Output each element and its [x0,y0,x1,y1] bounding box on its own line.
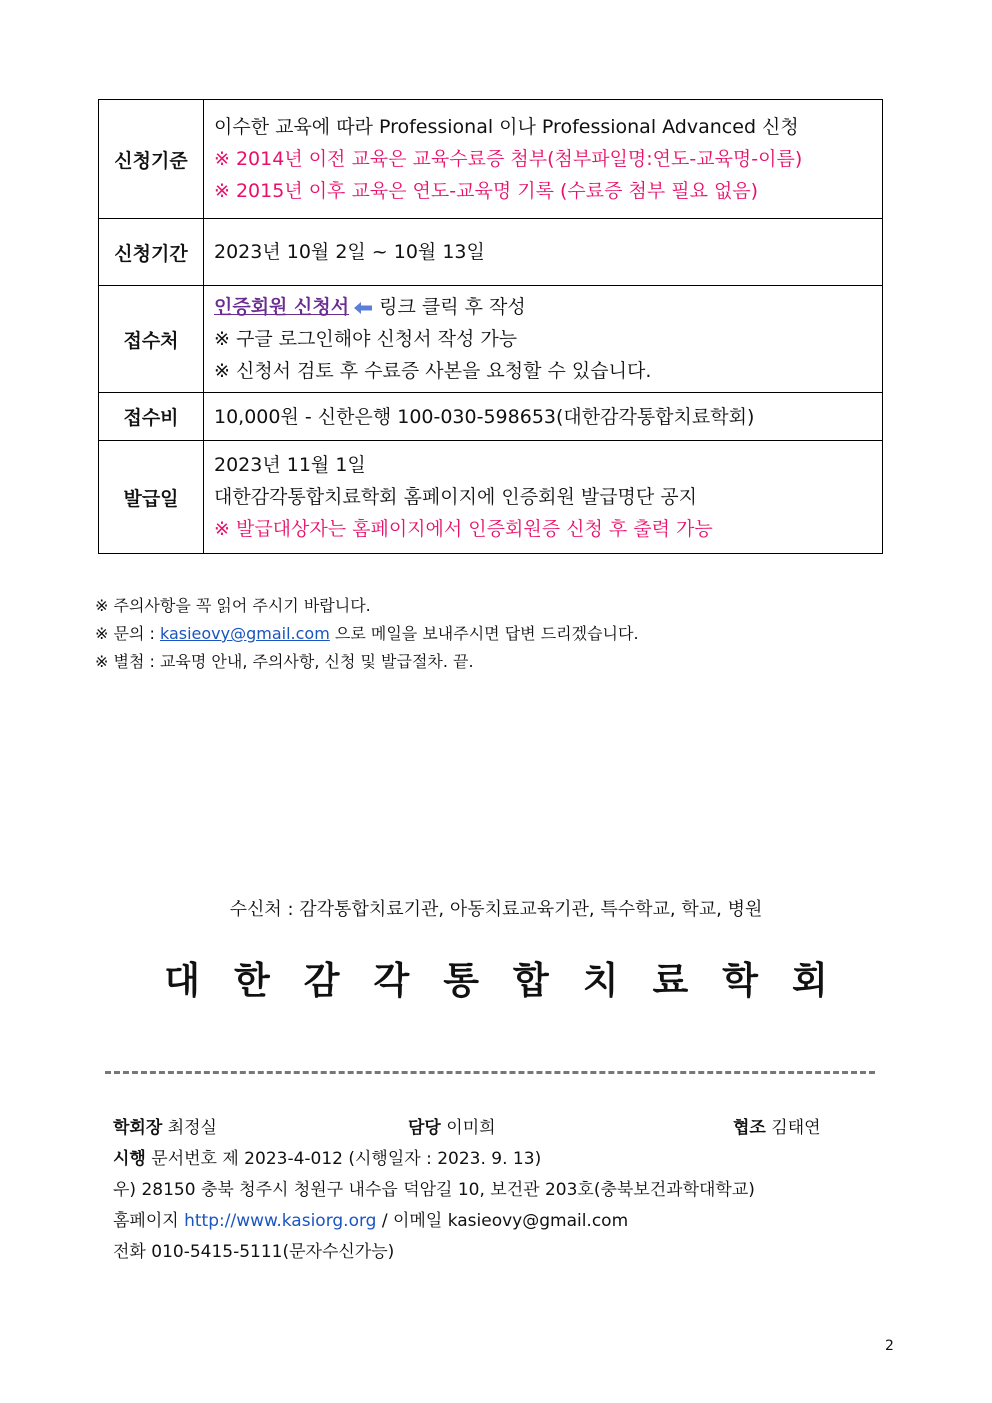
address-row: 우) 28150 충북 청주시 청원구 내수읍 덕암길 10, 보건관 203호(충북보건과학대학교) [113,1180,755,1200]
table-row [99,100,883,219]
recipients-line: 수신처 : 감각통합치료기관, 아동치료교육기관, 특수학교, 학교, 병원 [229,899,763,920]
coop-name: 김태연 [771,1118,821,1138]
criteria-line: 이수한 교육에 따라 Professional 이나 Professional Advanced 신청 [214,116,799,138]
application-form-link[interactable]: 인증회원 신청서 [214,296,350,318]
table-row [99,286,883,393]
email-label: / 이메일 [376,1211,448,1231]
criteria-note-2014: ※ 2014년 이전 교육은 교육수료증 첨부(첨부파일명:연도-교육명-이름) [214,148,803,170]
homepage-row [113,1206,755,1237]
link-instruction: 링크 클릭 후 작성 [379,296,526,318]
note-inquiry-suffix: 으로 메일을 보내주시면 답변 드리겠습니다. [329,624,639,643]
issue-print-note: ※ 발급대상자는 홈페이지에서 인증회원증 신청 후 출력 가능 [214,518,713,540]
president-label: 학회장 [113,1118,163,1138]
footer-section [113,1113,821,1268]
phone-row: 전화 010-5415-5111(문자수신가능) [113,1242,395,1262]
president-signatory [113,1113,217,1144]
inquiry-email-link[interactable]: kasieovy@gmail.com [159,624,330,643]
coop-signatory [733,1113,821,1144]
submission-link-line [214,291,882,323]
note-inquiry-prefix: ※ 문의 : [95,624,160,643]
table-row [99,393,883,441]
enforce-text: 문서번호 제 2023-4-012 (시행일자 : 2023. 9. 13) [151,1149,542,1169]
homepage-link[interactable]: http://www.kasiorg.org [184,1211,377,1231]
note-inquiry [95,620,639,648]
enforcement-row [113,1144,755,1175]
manager-label: 담당 [408,1118,441,1138]
review-note: ※ 신청서 검토 후 수료증 사본을 요청할 수 있습니다. [214,360,652,382]
row-label-period: 신청기간 [99,219,204,286]
period-text: 2023년 10월 2일 ~ 10월 13일 [214,241,485,263]
row-content-criteria [204,100,883,219]
manager-name: 이미희 [446,1118,496,1138]
page-number: 2 [885,1338,894,1354]
row-content-period [204,219,883,286]
criteria-note-2015: ※ 2015년 이후 교육은 연도-교육명 기록 (수료증 첨부 필요 없음) [214,180,759,202]
application-info-table [98,99,883,554]
row-label-criteria: 신청기준 [99,100,204,219]
row-content-fee [204,393,883,441]
row-content-submission [204,286,883,393]
row-label-issue-date: 발급일 [99,441,204,554]
note-read-caution: ※ 주의사항을 꼭 읽어 주시기 바랍니다. [95,596,371,615]
row-content-issue-date [204,441,883,554]
footer-email[interactable]: kasieovy@gmail.com [447,1211,629,1231]
fee-text: 10,000원 - 신한은행 100-030-598653(대한감각통합치료학회) [214,405,755,428]
table-row [99,441,883,554]
coop-label: 협조 [733,1118,766,1138]
issue-date-text: 2023년 11월 1일 [214,454,366,476]
notes-section [95,592,639,676]
issue-notice-text: 대한감각통합치료학회 홈페이지에 인증회원 발급명단 공지 [214,486,698,508]
arrow-left-icon [353,301,373,315]
google-login-note: ※ 구글 로그인해야 신청서 작성 가능 [214,328,518,350]
organization-name: 대한감각통합치료학회 [164,959,862,1002]
president-name: 최정실 [167,1118,217,1138]
row-label-submission: 접수처 [99,286,204,393]
table-row [99,219,883,286]
row-label-fee: 접수비 [99,393,204,441]
manager-signatory [408,1113,496,1144]
dashed-divider [105,1071,875,1074]
homepage-label: 홈페이지 [113,1211,179,1231]
note-attachment: ※ 별첨 : 교육명 안내, 주의사항, 신청 및 발급절차. 끝. [95,652,474,671]
enforce-label: 시행 [113,1149,146,1169]
signatories-row [113,1113,821,1144]
